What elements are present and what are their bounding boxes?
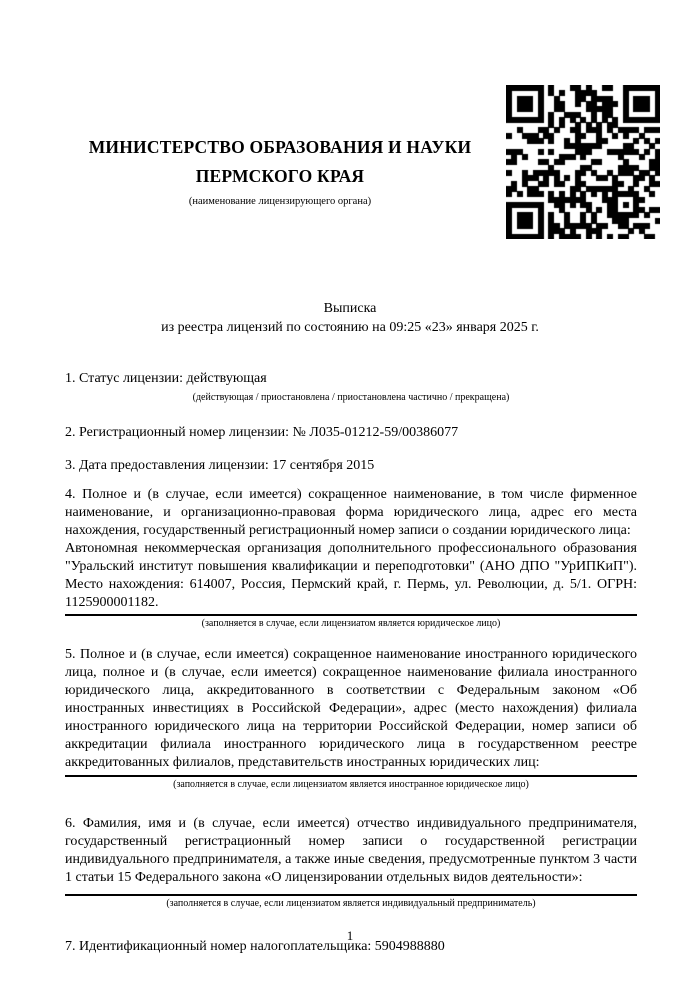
entrepreneur-clause: 6. Фамилия, имя и (в случае, если имеется) отчество индивидуального предпринимателя, государственный регистрационный номер записи о государственной регистрации индивидуального предпринимателя, а также иные сведения, предусмотренные пунктом 3 части 1 статьи 15 Федерального закона «О лицензировании отдельных видов деятельности»: [65,816,637,885]
foreign-entity-underline [65,775,637,777]
legal-entity-caption: (заполняется в случае, если лицензиатом является юридическое лицо) [201,618,501,629]
license-grant-date: 3. Дата предоставления лицензии: 17 сентября 2015 [65,458,375,473]
page-number: 1 [346,928,354,943]
ministry-name-line-1: МИНИСТЕРСТВО ОБРАЗОВАНИЯ И НАУКИ [88,137,472,157]
license-status: 1. Статус лицензии: действующая [65,371,267,386]
license-status-options-note: (действующая / приостановлена / приостановлена частично / прекращена) [192,392,510,403]
ministry-name-line-2: ПЕРМСКОГО КРАЯ [195,166,365,186]
registration-number: 2. Регистрационный номер лицензии: № Л035-01212-59/00386077 [65,425,459,440]
entrepreneur-underline [65,894,637,896]
extract-subtitle: из реестра лицензий по состоянию на 09:25 «23» января 2025 г. [161,319,539,335]
legal-entity-underline [65,614,637,616]
entrepreneur-caption: (заполняется в случае, если лицензиатом является индивидуальный предприниматель) [166,898,536,909]
document-body [65,370,637,956]
taxpayer-number: 7. Идентификационный номер налогоплательщика: 5904988880 [65,939,445,954]
extract-title-block [64,300,636,337]
qr-code-icon [506,85,660,239]
licensing-authority-caption: (наименование лицензирующего органа) [188,196,372,207]
foreign-entity-caption: (заполняется в случае, если лицензиатом является иностранное юридическое лицо) [173,779,529,790]
legal-entity-clause: 4. Полное и (в случае, если имеется) сокращенное наименование, в том числе фирменное наименование, и организационно-правовая форма юридического лица, адрес его места нахождения, государственный регистрационный номер записи о создании юридического лица: [65,487,637,538]
legal-entity-value: Автономная некоммерческая организация дополнительного профессионального образования "Уральский институт повышения квалификации и переподготовки" (АНО ДПО "УрИПКиП"). Место нахождения: 614007, Россия, Пермский край, г. Пермь, ул. Революции, д. 5/1. ОГРН: 1125900001182. [65,541,637,610]
licensing-authority-header [60,133,500,208]
foreign-entity-clause: 5. Полное и (в случае, если имеется) сокращенное наименование иностранного юридического лица, полное и (в случае, если имеется) сокращенное наименование филиала иностранного юридического лица, аккредитованного в соответствии с Федеральным законом «Об иностранных инвестициях в Российской Федерации», адрес (место нахождения) филиала иностранного юридического лица на территории Российской Федерации, номер записи об аккредитации филиала иностранного юридического лица в государственном реестре аккредитованных филиалов, представительств иностранных юридических лиц: [65,647,637,770]
extract-title: Выписка [323,301,377,316]
